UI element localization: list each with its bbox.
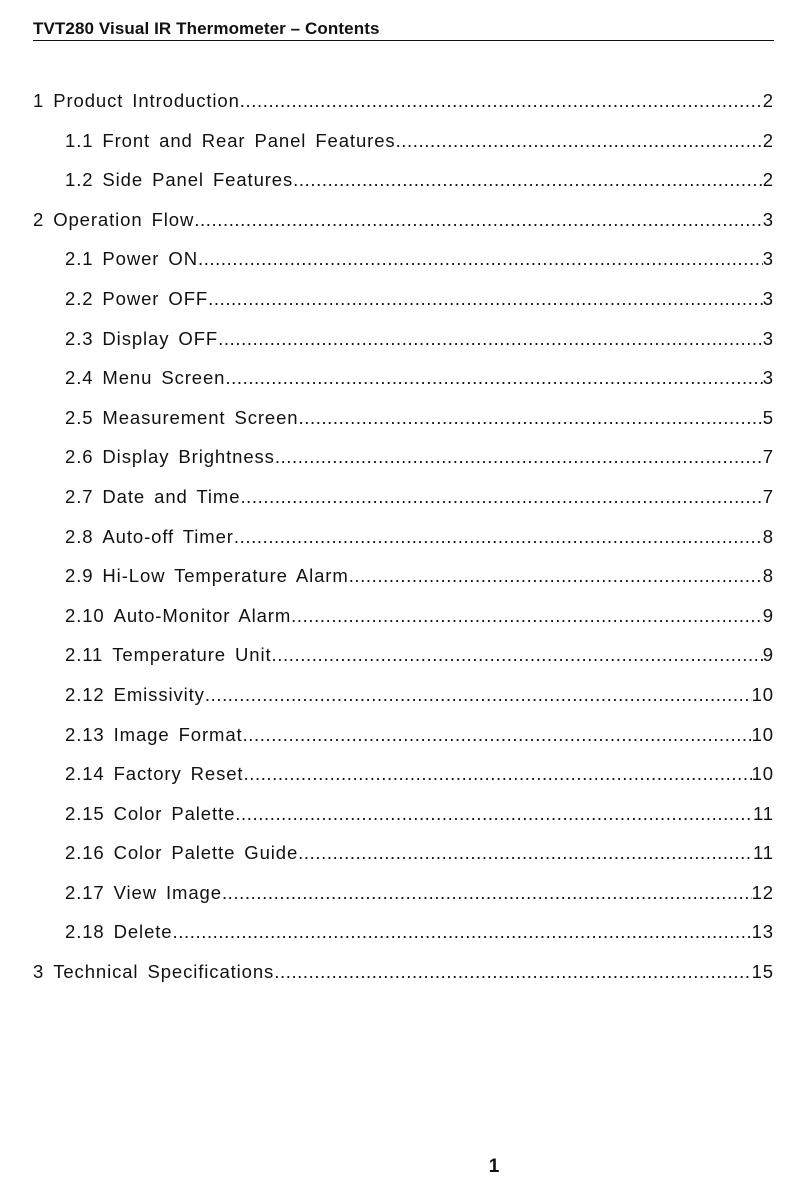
toc-entry[interactable] — [33, 442, 774, 482]
toc-entry-title: Date and Time — [102, 485, 241, 507]
toc-entry-page: 10 — [751, 763, 774, 785]
toc-entry-title: Display Brightness — [102, 446, 275, 468]
toc-leader-dots — [298, 838, 753, 868]
toc-entry-title: Auto-Monitor Alarm — [113, 604, 292, 626]
toc-entry-page: 9 — [762, 604, 774, 626]
toc-entry-page: 3 — [762, 287, 774, 309]
toc-entry[interactable] — [33, 205, 774, 245]
toc-leader-dots — [225, 363, 762, 393]
toc-entry-page: 12 — [751, 881, 774, 903]
toc-entry-number: 2.16 — [65, 842, 105, 864]
toc-entry-number: 2.15 — [65, 802, 105, 824]
toc-entry-number: 2.9 — [65, 565, 94, 587]
toc-entry[interactable] — [33, 126, 774, 166]
toc-entry-title: Side Panel Features — [102, 169, 294, 191]
toc-entry[interactable] — [33, 165, 774, 205]
toc-leader-dots — [291, 601, 763, 631]
toc-entry-page: 2 — [762, 90, 774, 111]
toc-entry-page: 3 — [762, 327, 774, 349]
toc-entry-page: 5 — [762, 406, 774, 428]
toc-entry-number: 2.7 — [65, 485, 94, 507]
toc-entry[interactable] — [33, 720, 774, 760]
toc-leader-dots — [235, 799, 753, 829]
toc-entry-title: Front and Rear Panel Features — [102, 129, 396, 151]
toc-leader-dots — [234, 522, 763, 552]
toc-entry[interactable] — [33, 838, 774, 878]
toc-entry-page: 3 — [762, 248, 774, 270]
toc-entry[interactable] — [33, 878, 774, 918]
toc-entry-title: Emissivity — [113, 683, 205, 705]
toc-entry-page: 9 — [762, 644, 774, 666]
toc-entry-page: 7 — [762, 446, 774, 468]
toc-leader-dots — [194, 205, 763, 235]
toc-leader-dots — [222, 878, 752, 908]
toc-entry-page: 2 — [762, 169, 774, 191]
toc-leader-dots — [218, 324, 763, 354]
toc-leader-dots — [349, 561, 763, 591]
toc-entry-number: 2.11 — [65, 644, 104, 666]
toc-leader-dots — [274, 957, 751, 987]
toc-entry-number: 2.2 — [65, 287, 94, 309]
toc-entry-title: Temperature Unit — [112, 644, 272, 666]
toc-entry-number: 2.4 — [65, 367, 94, 389]
toc-entry-page: 7 — [762, 485, 774, 507]
toc-leader-dots — [275, 442, 763, 472]
toc-entry-title: Delete — [113, 921, 173, 943]
toc-entry-title: Product Introduction — [53, 90, 240, 111]
toc-entry-title: Image Format — [113, 723, 243, 745]
toc-entry-title: Display OFF — [102, 327, 219, 349]
toc-entry-page: 10 — [751, 723, 774, 745]
table-of-contents — [33, 86, 774, 997]
toc-leader-dots — [396, 126, 763, 156]
toc-entry-page: 8 — [762, 565, 774, 587]
toc-entry-title: Measurement Screen — [102, 406, 299, 428]
toc-entry[interactable] — [33, 957, 774, 997]
toc-leader-dots — [240, 86, 763, 116]
toc-entry-page: 11 — [752, 802, 774, 824]
toc-entry[interactable] — [33, 640, 774, 680]
toc-entry-page: 10 — [751, 683, 774, 705]
toc-entry-number: 2.14 — [65, 763, 105, 785]
toc-entry-title: Color Palette Guide — [113, 842, 299, 864]
toc-entry-title: View Image — [113, 881, 222, 903]
toc-entry[interactable] — [33, 601, 774, 641]
toc-entry-number: 1.2 — [65, 169, 94, 191]
toc-entry[interactable] — [33, 244, 774, 284]
toc-entry-title: Factory Reset — [113, 763, 244, 785]
toc-entry-number: 2.1 — [65, 248, 94, 270]
toc-entry-title: Color Palette — [113, 802, 236, 824]
toc-entry-number: 2.12 — [65, 683, 105, 705]
toc-entry-number: 2.8 — [65, 525, 94, 547]
toc-entry-page: 3 — [762, 367, 774, 389]
toc-leader-dots — [240, 482, 762, 512]
toc-entry[interactable] — [33, 482, 774, 522]
toc-entry-number: 1.1 — [65, 129, 94, 151]
toc-leader-dots — [272, 640, 763, 670]
toc-entry[interactable] — [33, 561, 774, 601]
toc-entry-number: 1 — [33, 90, 45, 111]
toc-entry[interactable] — [33, 284, 774, 324]
toc-entry-page: 2 — [762, 129, 774, 151]
toc-entry[interactable] — [33, 86, 774, 126]
toc-entry-page: 15 — [751, 961, 774, 983]
toc-leader-dots — [173, 917, 752, 947]
toc-leader-dots — [198, 244, 763, 274]
toc-entry[interactable] — [33, 522, 774, 562]
toc-leader-dots — [205, 680, 752, 710]
toc-entry[interactable] — [33, 324, 774, 364]
toc-entry-title: Menu Screen — [102, 367, 226, 389]
page-number: 1 — [488, 1156, 500, 1177]
toc-entry[interactable] — [33, 759, 774, 799]
toc-entry-number: 2.17 — [65, 881, 105, 903]
toc-entry-page: 11 — [752, 842, 774, 864]
toc-entry-number: 2.3 — [65, 327, 94, 349]
page-header-title: TVT280 Visual IR Thermometer – Contents — [33, 18, 774, 41]
toc-entry-number: 2.18 — [65, 921, 105, 943]
toc-entry-title: Power ON — [102, 248, 198, 270]
toc-entry-title: Auto-off Timer — [102, 525, 234, 547]
toc-entry-number: 2 — [33, 208, 45, 230]
toc-leader-dots — [243, 720, 752, 750]
toc-entry[interactable] — [33, 363, 774, 403]
toc-entry-number: 2.13 — [65, 723, 105, 745]
toc-entry-number: 2.10 — [65, 604, 105, 626]
toc-leader-dots — [243, 759, 751, 789]
toc-leader-dots — [208, 284, 763, 314]
toc-entry-page: 8 — [762, 525, 774, 547]
toc-entry[interactable] — [33, 917, 774, 957]
toc-entry-number: 3 — [33, 961, 45, 983]
toc-entry-title: Technical Specifications — [53, 961, 275, 983]
toc-entry-number: 2.5 — [65, 406, 94, 428]
toc-entry-page: 3 — [762, 208, 774, 230]
toc-entry-number: 2.6 — [65, 446, 94, 468]
toc-entry[interactable] — [33, 403, 774, 443]
toc-entry[interactable] — [33, 799, 774, 839]
toc-entry[interactable] — [33, 680, 774, 720]
toc-leader-dots — [298, 403, 762, 433]
toc-entry-page: 13 — [751, 921, 774, 943]
toc-entry-title: Power OFF — [102, 287, 209, 309]
toc-leader-dots — [293, 165, 763, 195]
toc-entry-title: Hi-Low Temperature Alarm — [102, 565, 349, 587]
toc-entry-title: Operation Flow — [53, 208, 195, 230]
